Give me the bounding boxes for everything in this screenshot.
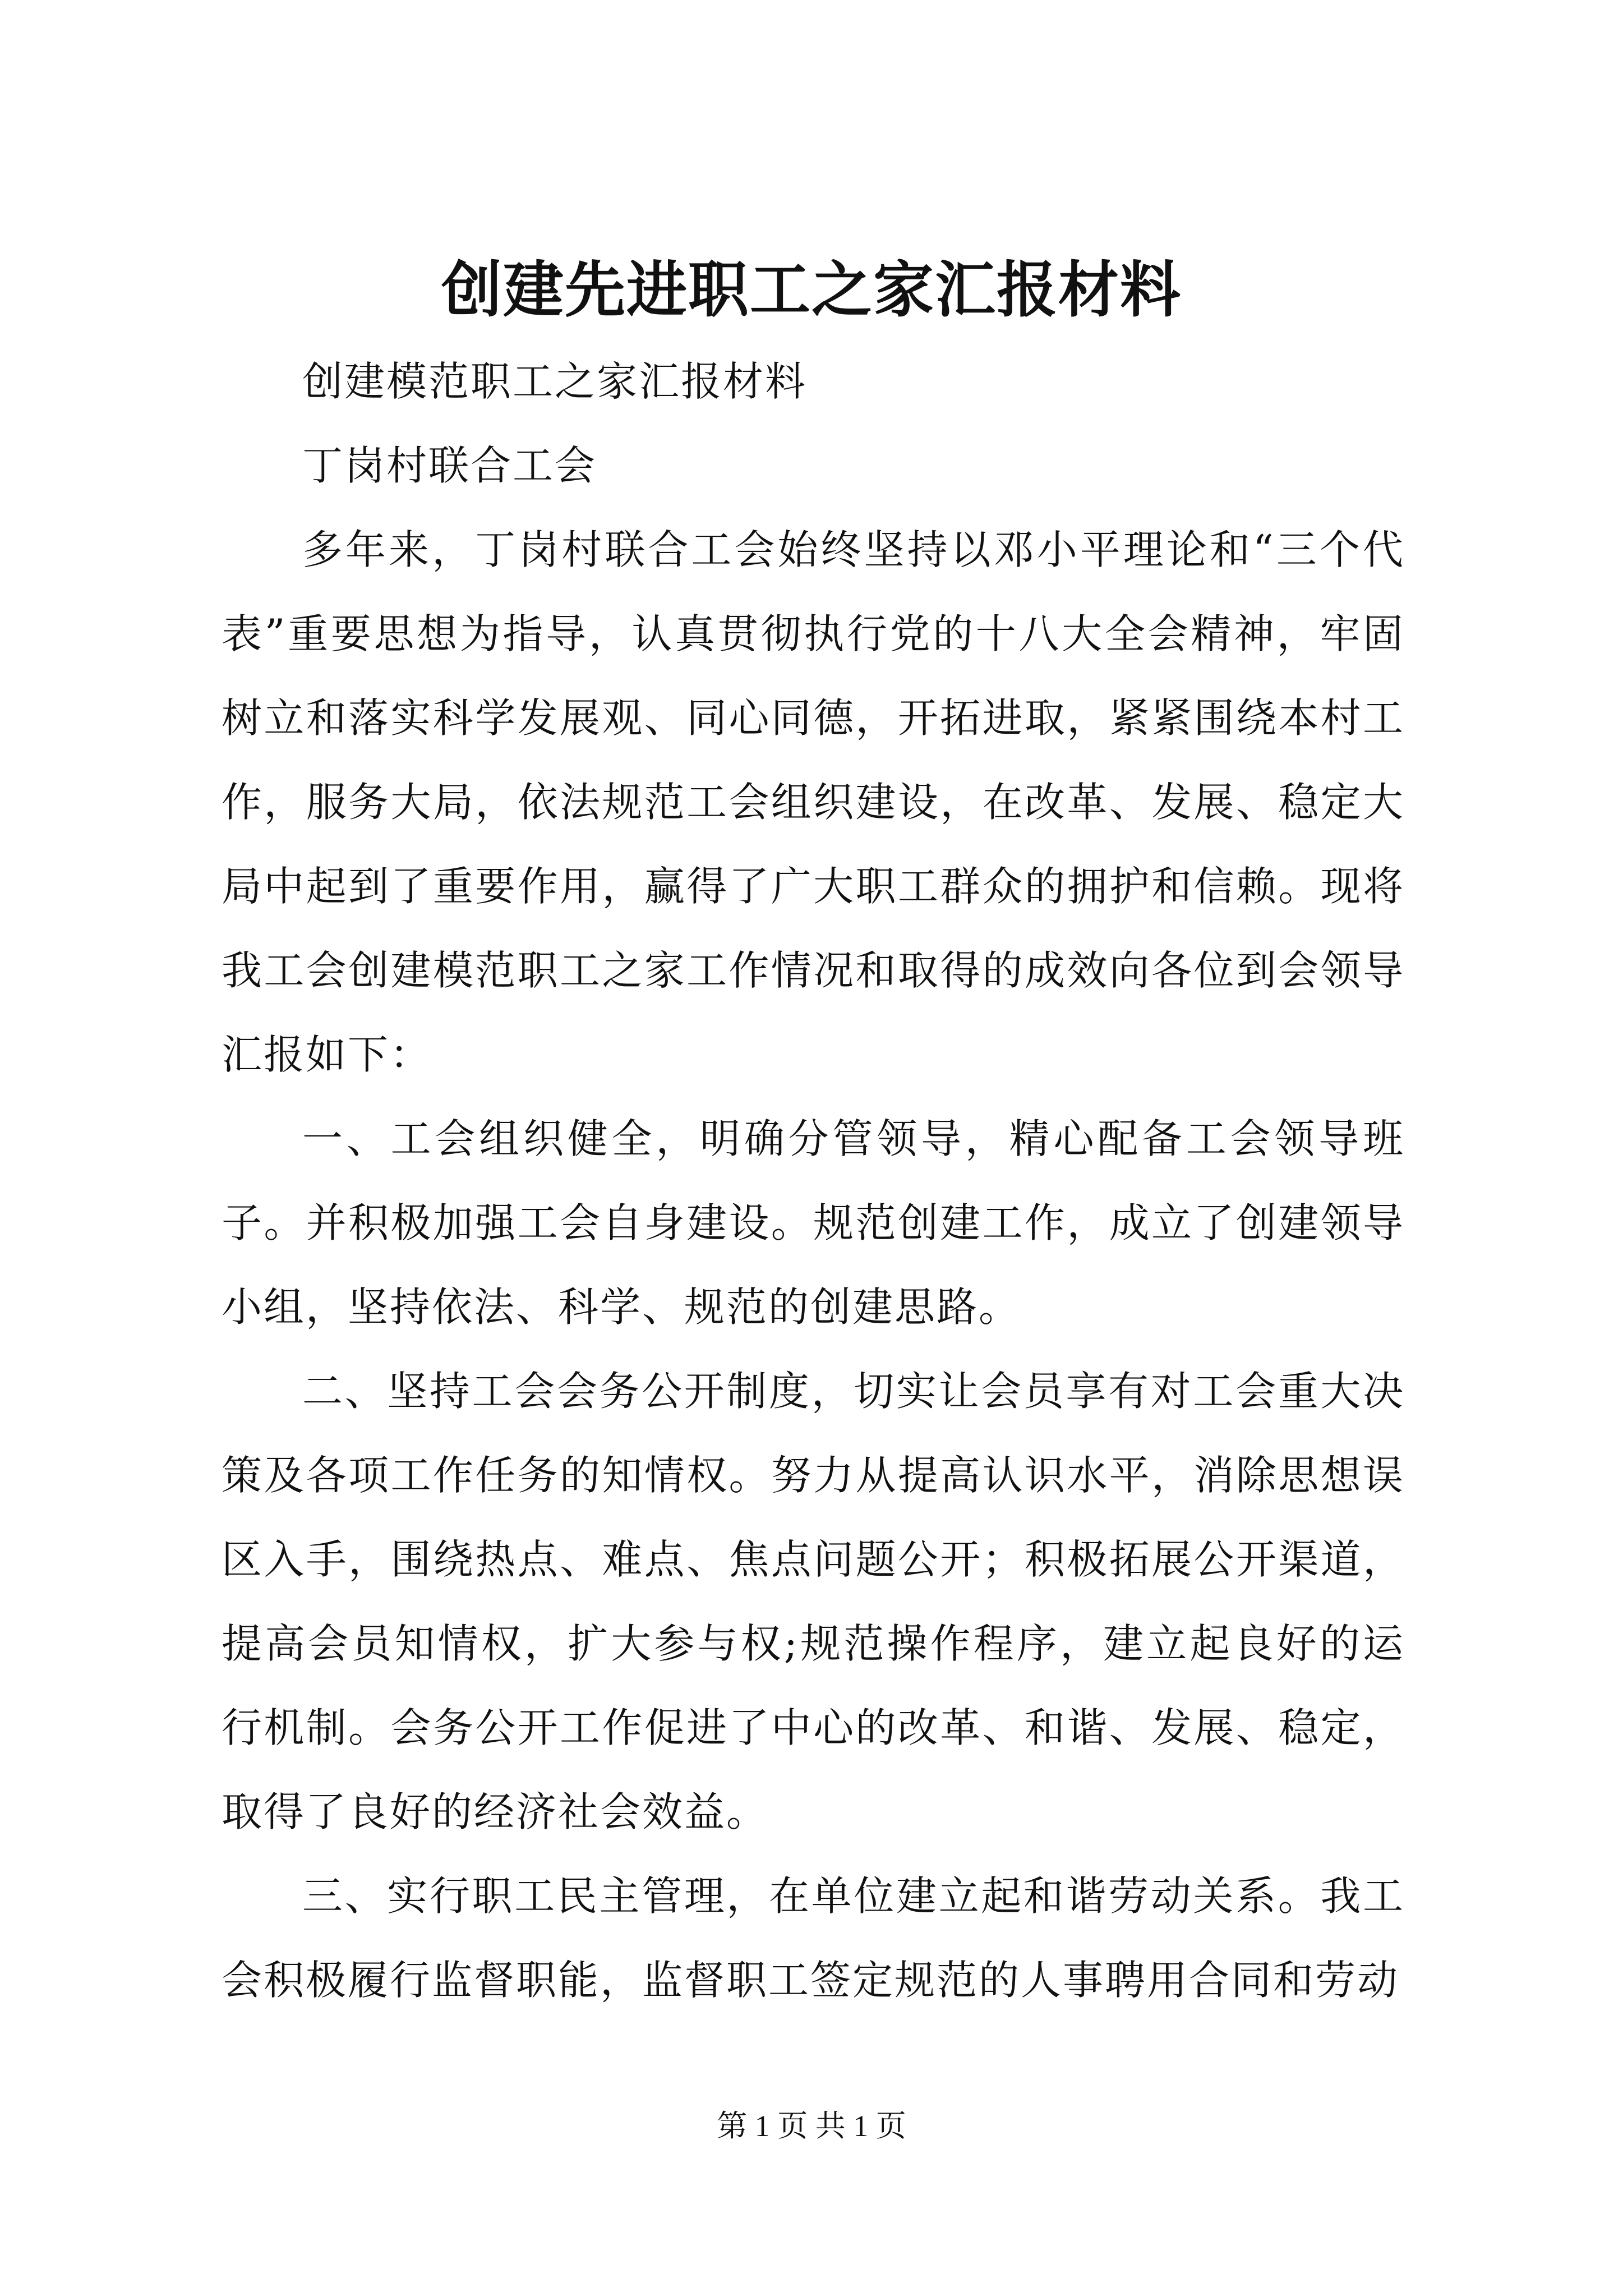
paragraph-section-2: 二、坚持工会会务公开制度，切实让会员享有对工会重大决策及各项工作任务的知情权。努力从提高认识水平，消除思想误区入手，围绕热点、难点、焦点问题公开；积极拓展公开渠道，提高会员知情权，扩大参与权;规范操作程序，建立起良好的运行机制。会务公开工作促进了中心的改革、和谐、发展、稳定，取得了良好的经济社会效益。	[222, 1368, 1405, 1835]
document-body	[222, 339, 1405, 2022]
document-subtitle: 创建模范职工之家汇报材料	[302, 358, 808, 405]
page-footer: 第 1 页 共 1 页	[717, 2109, 906, 2143]
paragraph-intro: 多年来，丁岗村联合工会始终坚持以邓小平理论和“三个代表”重要思想为指导，认真贯彻执行党的十八大全会精神，牢固树立和落实科学发展观、同心同德，开拓进取，紧紧围绕本村工作，服务大局，依法规范工会组织建设，在改革、发展、稳定大局中起到了重要作用，赢得了广大职工群众的拥护和信赖。现将我工会创建模范职工之家工作情况和取得的成效向各位到会领导汇报如下：	[222, 526, 1405, 1078]
paragraph-section-1: 一、工会组织健全，明确分管领导，精心配备工会领导班子。并积极加强工会自身建设。规范创建工作，成立了创建领导小组，坚持依法、科学、规范的创建思路。	[222, 1115, 1405, 1331]
organization-name: 丁岗村联合工会	[302, 442, 597, 489]
paragraph-section-3: 三、实行职工民主管理，在单位建立起和谐劳动关系。我工会积极履行监督职能，监督职工签定规范的人事聘用合同和劳动	[222, 1872, 1405, 2004]
document-title: 创建先进职工之家汇报材料	[441, 255, 1182, 325]
